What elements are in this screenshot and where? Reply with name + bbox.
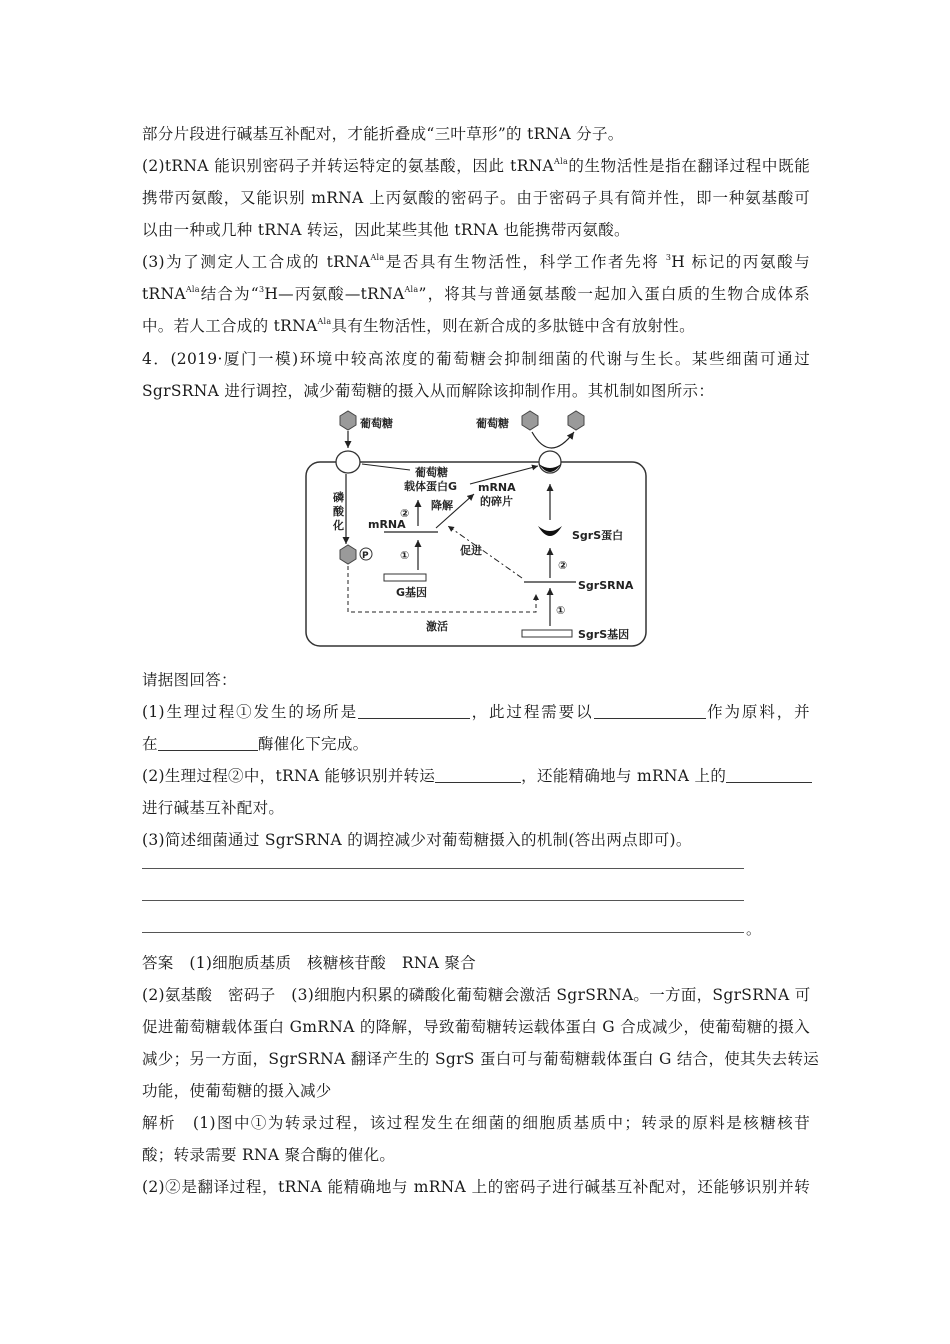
question-1-cont: 在 酶催化下完成。: [142, 735, 369, 753]
analysis-line-1: 解析 (1)图中①为转录过程，该过程发生在细菌的细胞质基质中；转录的原料是核糖核苷: [142, 1114, 810, 1132]
fragment-label-2: 的碎片: [480, 495, 513, 508]
end-period: 。: [746, 920, 762, 938]
step2-right-label: ②: [558, 559, 568, 572]
question-3: (3)简述细菌通过 SgrSRNA 的调控减少对葡萄糖摄入的机制(答出两点即可)。: [142, 831, 692, 849]
activate-label: 激活: [426, 620, 448, 633]
step1-left-label: ①: [400, 549, 410, 562]
glucose-right-label: 葡萄糖: [476, 417, 509, 430]
question-2-cont: 进行碱基互补配对。: [142, 799, 285, 817]
answer-line-a3: 促进葡萄糖载体蛋白 GmRNA 的降解，导致葡萄糖转运载体蛋白 G 合成减少，使葡萄糖的摄入: [142, 1018, 810, 1036]
phospho-glucose-icon: [340, 545, 356, 564]
carrier-label-1: 葡萄糖: [415, 466, 448, 479]
degrade-label: 降解: [431, 499, 453, 512]
carrier-label-2: 载体蛋白G: [404, 480, 458, 493]
text-line-3: 携带丙氨酸，又能识别 mRNA 上丙氨酸的密码子。由于密码子具有简并性，即一种氨基酸可: [142, 189, 810, 207]
glucose-left-label: 葡萄糖: [360, 417, 393, 430]
answer-blank-2[interactable]: [594, 704, 706, 719]
glucose-right-icon-a: [522, 411, 538, 430]
mrna-label: mRNA: [368, 518, 406, 531]
answer-line-a2: (2)氨基酸 密码子 (3)细胞内积累的磷酸化葡萄糖会激活 SgrSRNA。一方面，SgrSRNA 可: [142, 986, 811, 1004]
answer-line-a4: 减少；另一方面，SgrSRNA 翻译产生的 SgrS 蛋白可与葡萄糖载体蛋白 G 结合，使其失去转运: [142, 1050, 820, 1068]
glucose-left-icon: [340, 411, 356, 430]
analysis-line-3: (2)②是翻译过程，tRNA 能精确地与 mRNA 上的密码子进行碱基互补配对，还能够识别并转: [142, 1178, 810, 1196]
phos-label-2: 酸: [333, 505, 344, 518]
answer-line-a1: 答案 (1)细胞质基质 核糖核苷酸 RNA 聚合: [142, 954, 477, 972]
step1-right-label: ①: [556, 604, 566, 617]
g-gene-label: G基因: [396, 586, 428, 599]
text-line-5: (3)为了测定人工合成的 tRNA$^{Ala}$是否具有生物活性，科学工作者先将 $^3$H 标记的丙氨酸与: [142, 253, 811, 271]
answer-blank-1[interactable]: [358, 704, 470, 719]
phos-label-3: 化: [333, 519, 344, 532]
answer-line-a5: 功能，使葡萄糖的摄入减少: [142, 1082, 332, 1100]
text-line-2: (2)tRNA 能识别密码子并转运特定的氨基酸，因此 tRNA$^{Ala}$的生物活性是指在翻译过程中既能: [142, 157, 810, 175]
glucose-right-icon-b: [568, 411, 584, 430]
question-1: (1)生理过程①发生的场所是 ，此过程需要以 作为原料，并: [142, 703, 810, 721]
answer-blank-3[interactable]: [158, 736, 258, 751]
g-gene-icon: [384, 574, 426, 581]
question-4-intro-2: SgrSRNA 进行调控，减少葡萄糖的摄入从而解除该抑制作用。其机制如图所示：: [142, 382, 715, 400]
question-4-intro: 4．(2019·厦门一模)环境中较高浓度的葡萄糖会抑制细菌的代谢与生长。某些细菌可通过: [142, 350, 810, 368]
mechanism-diagram: [300, 408, 650, 648]
answer-line-3[interactable]: [142, 932, 744, 933]
answer-line-2[interactable]: [142, 900, 744, 901]
phosphate-p-label: P: [362, 551, 369, 561]
text-line-4: 以由一种或几种 tRNA 转运，因此某些其他 tRNA 也能携带丙氨酸。: [142, 221, 630, 239]
sgrs-protein-icon: [538, 526, 562, 536]
sgrs-gene-label: SgrS基因: [578, 628, 630, 641]
question-2: (2)生理过程②中，tRNA 能够识别并转运 ，还能精确地与 mRNA 上的: [142, 766, 810, 786]
carrier-protein-g-left: [336, 451, 360, 473]
answer-blank-4[interactable]: [435, 768, 521, 783]
answer-line-1[interactable]: [142, 868, 744, 869]
answer-blank-5[interactable]: [726, 768, 812, 783]
sgrs-protein-label: SgrS蛋白: [572, 529, 624, 542]
sgrs-gene-icon: [522, 630, 572, 637]
text-line-6: tRNA$^{Ala}$结合为“$^3$H—丙氨酸—tRNA$^{Ala}$”，将其与普通氨基酸一起加入蛋白质的生物合成体系: [142, 285, 810, 303]
text-line-7: 中。若人工合成的 tRNA$^{Ala}$具有生物活性，则在新合成的多肽链中含有放射性。: [142, 317, 695, 335]
step2-left-label: ②: [400, 507, 410, 520]
text-line-1: 部分片段进行碱基互补配对，才能折叠成“三叶草形”的 tRNA 分子。: [142, 125, 624, 143]
phos-label-1: 磷: [333, 491, 344, 504]
prompt-line: 请据图回答：: [142, 671, 237, 689]
fragment-label-1: mRNA: [478, 481, 516, 494]
sgrsrna-label: SgrSRNA: [578, 579, 634, 592]
analysis-line-2: 酸；转录需要 RNA 聚合酶的催化。: [142, 1146, 396, 1164]
promote-label: 促进: [460, 544, 482, 557]
